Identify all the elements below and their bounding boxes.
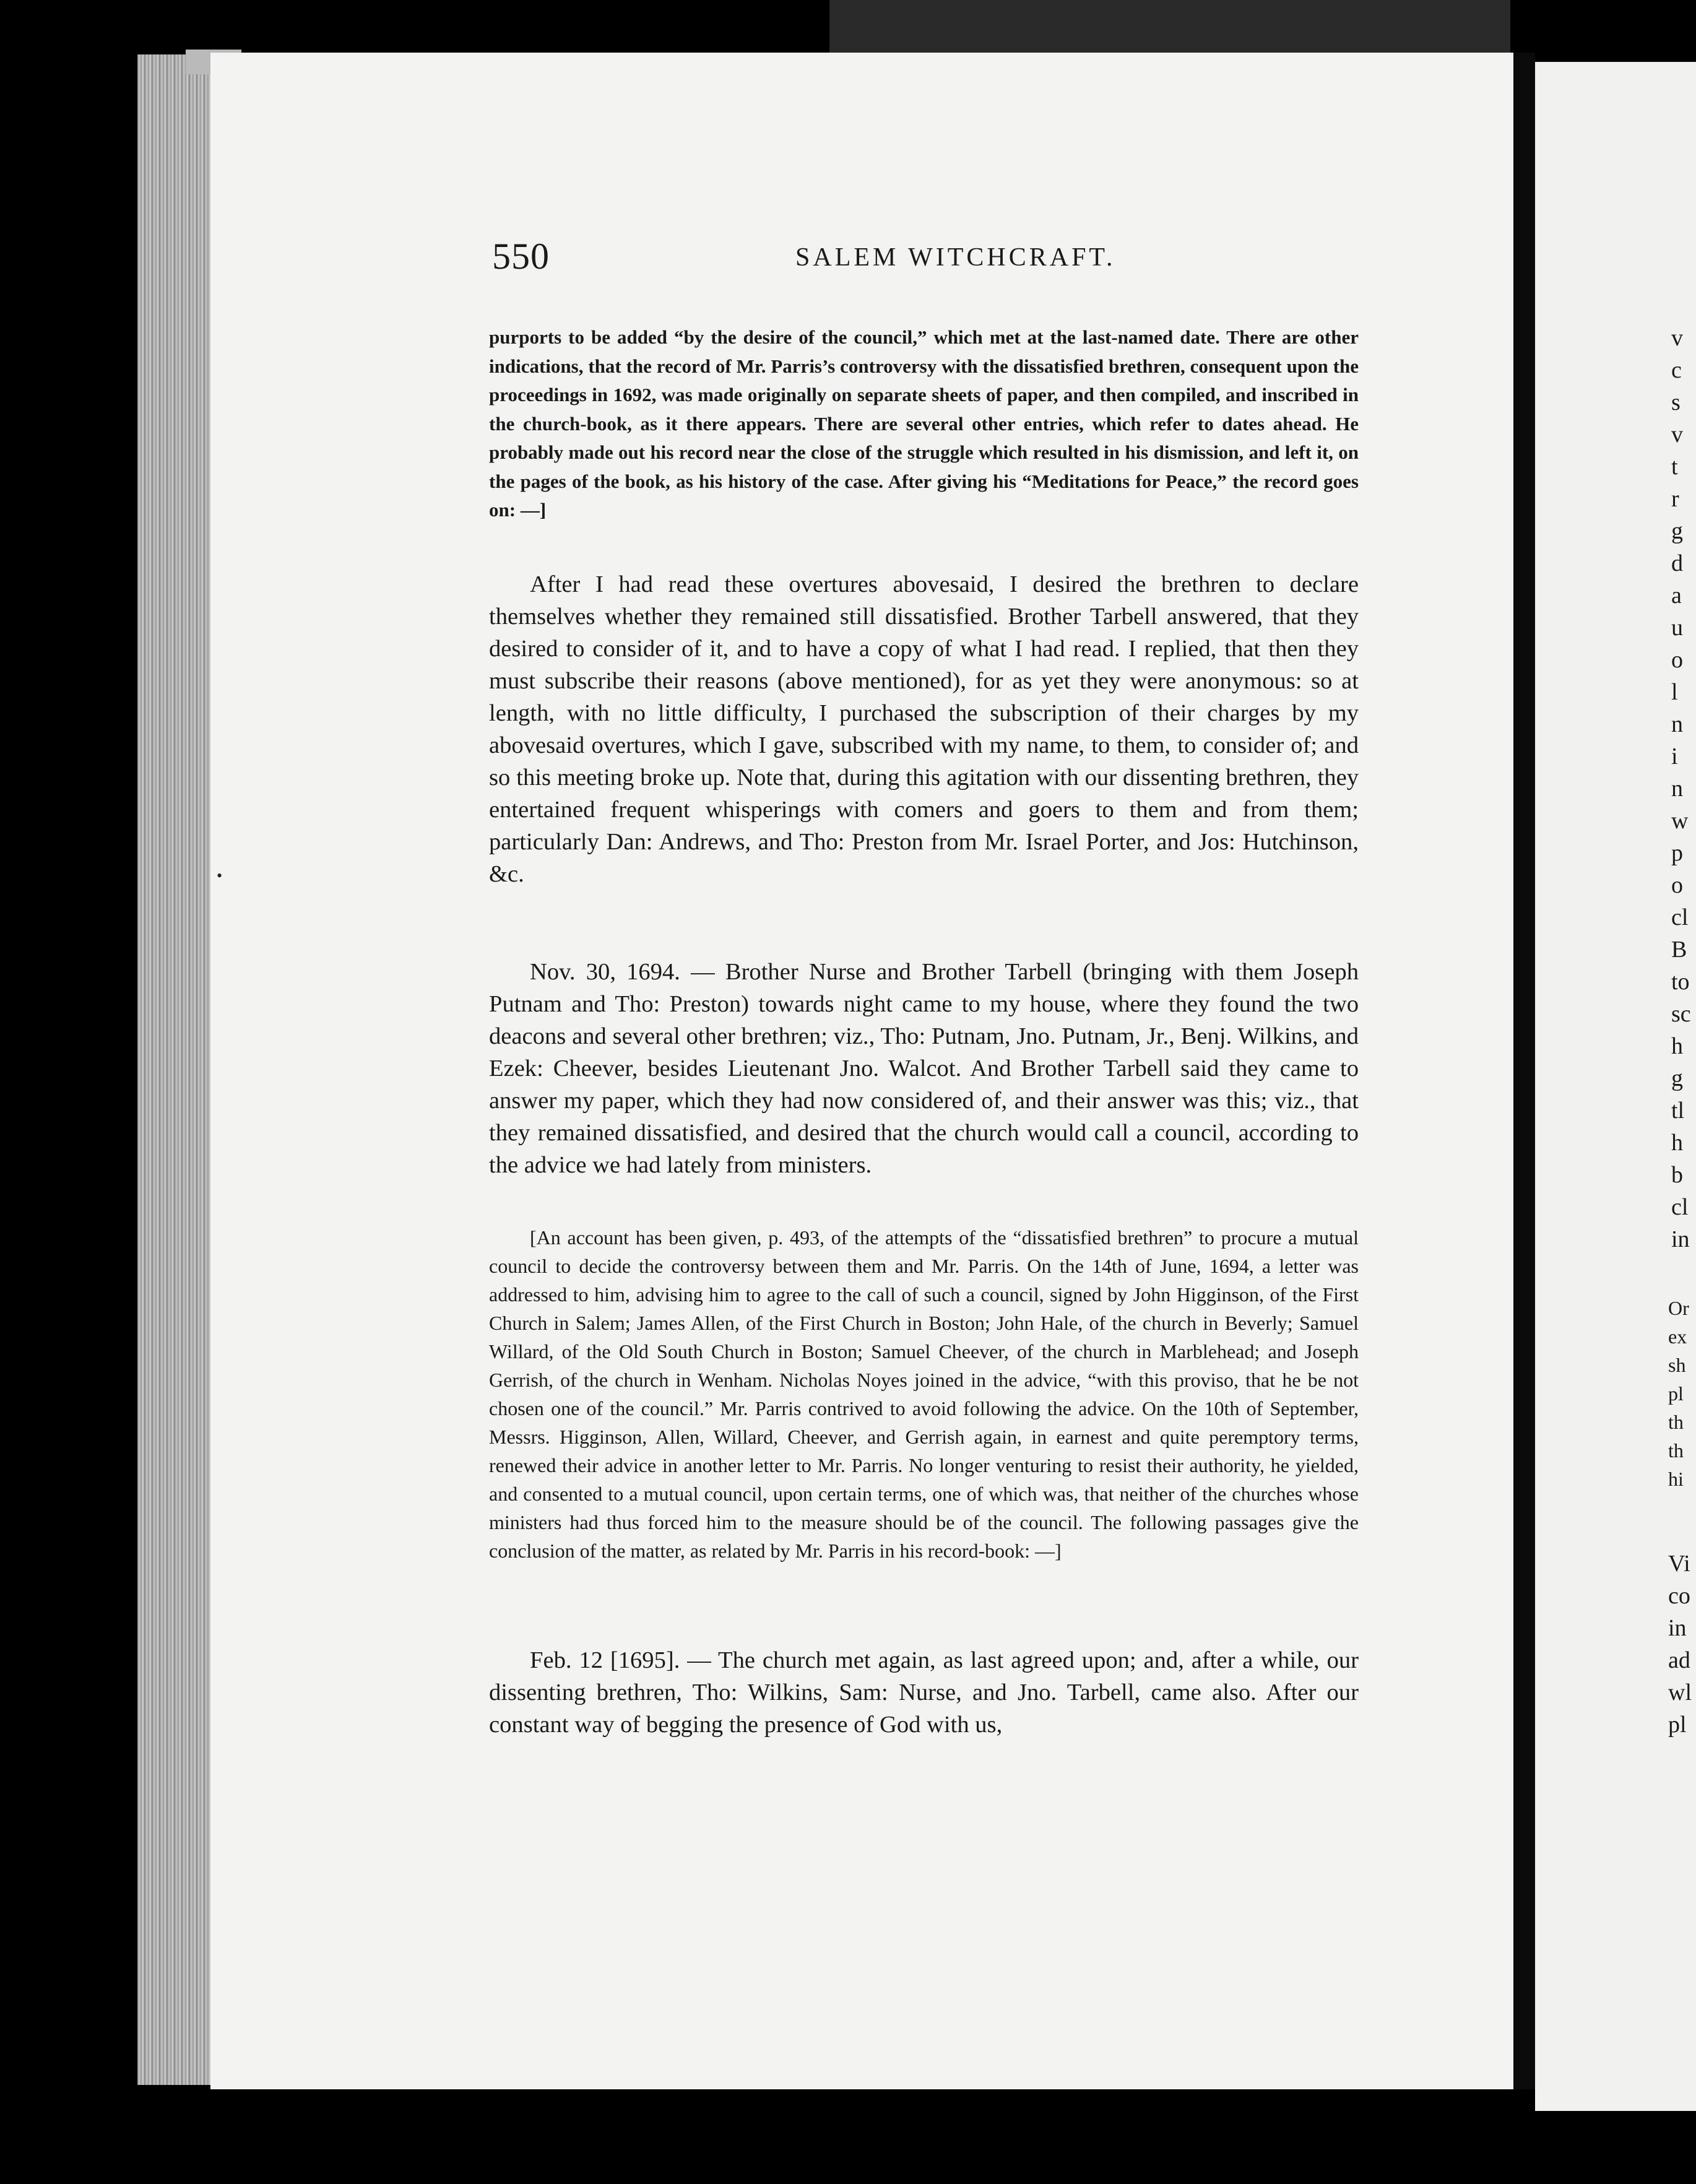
editorial-note-council: [An account has been given, p. 493, of the attempts of the “dissatisfied brethren” to procure a mutual council to decide the controversy between them and Mr. Parris. On the 14th of June, 1694, a letter was addressed to him, advising him to agree to the call of such a council, signed by John Higginson, of the First Church in Salem; James Allen, of the First Church in Boston; John Hale, of the church in Beverly; Samuel Willard, of the Old South Church in Boston; Samuel Cheever, of the church in Marblehead; and Joseph Gerrish, of the church in Wenham. Nicholas Noyes joined in the advice, “with this proviso, that he be not chosen one of the council.” Mr. Parris contrived to avoid following the advice. On the 10th of September, Messrs. Higginson, Allen, Willard, Cheever, and Gerrish again, in earnest and quite peremptory terms, renewed their advice in another letter to Mr. Parris. No longer venturing to resist their authority, he yielded, and consented to a mutual council, upon certain terms, one of which was, that neither of the churches whose ministers had thus forced him to the measure should be of the council. The following passages give the conclusion of the matter, as related by Mr. Parris in his record-book: —] [489,1226,1359,1562]
right-page-column-3: Vi co in ad wl pl [1668,1551,1692,1738]
page-header [492,235,1408,285]
page-number: 550 [492,236,550,277]
right-page-column-1: v c s v t r g d a u o l n i n w p o cl B to sc h g tl h b cl in [1671,325,1691,1252]
running-head: SALEM WITCHCRAFT. [795,243,1116,272]
editorial-note-top: purports to be added “by the desire of the council,” which met at the last-named date. There are other indications, that the record of Mr. Parris’s controversy with the dissatisfied brethren, consequent upon the proceedings in 1692, was made originally on separate sheets of paper, and then compiled, and inscribed in the church-book, as it there appears. There are several other entries, which refer to dates ahead. He probably made out his record near the close of the struggle which resulted in his dismission, and left it, on the pages of the book, as his history of the case. After giving his “Meditations for Peace,” the record goes on: —] [489,326,1359,521]
record-paragraph-nov-30: Nov. 30, 1694. — Brother Nurse and Brother Tarbell (bringing with them Joseph Putnam and Tho: Preston) towards night came to my house, where they found the two deacons and several other brethren; viz., Tho: Putnam, Jno. Putnam, Jr., Benj. Wilkins, and Ezek: Cheever, besides Lieutenant Jno. Walcot. And Brother Tarbell said they came to answer my paper, which they had now considered of, and their answer was this; viz., that they remained dissatisfied, and desired that the church would call a council, according to the advice we had lately from ministers. [489,959,1359,1178]
top-shadow [829,0,1510,59]
page-speck: • [217,867,223,885]
record-paragraph-feb-12: Feb. 12 [1695]. — The church met again, as last agreed upon; and, after a while, our dissenting brethren, Tho: Wilkins, Sam: Nurse, and Jno. Tarbell, came also. After our constant way of begging the presence of God with us, [489,1647,1359,1738]
book-page-edges [137,54,212,2085]
page-gutter [1513,53,1535,2089]
right-page-column-2: Or ex sh pl th th hi [1668,1297,1689,1490]
record-paragraph-1: After I had read these overtures abovesaid, I desired the brethren to declare themselves whether they remained still dissatisfied. Brother Tarbell answered, that they desired to consider of it, and to have a copy of what I had read. I replied, that then they must subscribe their reasons (above mentioned), for as yet they were anonymous: so at length, with no little difficulty, I purchased the subscription of their charges by my abovesaid overtures, which I gave, subscribed with my name, to them, to consider of; and so this meeting broke up. Note that, during this agitation with our dissenting brethren, they entertained frequent whisperings with comers and goers to them and from them; particularly Dan: Andrews, and Tho: Preston from Mr. Israel Porter, and Jos: Hutchinson, &c. [489,571,1359,887]
